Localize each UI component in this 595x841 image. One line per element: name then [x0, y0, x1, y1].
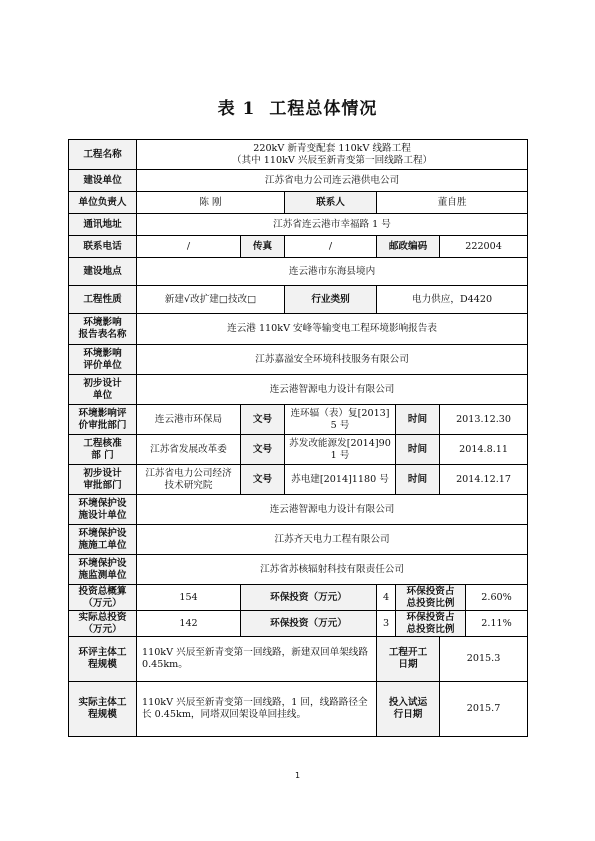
- start-date-value: 2015.3: [440, 637, 528, 682]
- prelim-design-value: 连云港智源电力设计有限公司: [137, 375, 528, 405]
- row-project-name: [69, 140, 528, 170]
- postcode-label: 邮政编码: [377, 236, 440, 258]
- design-approval-label-line1: 初步设计: [83, 467, 122, 479]
- title-prefix: 表 1: [217, 99, 256, 119]
- eia-approval-doc-no: 连环辐（表）复[2013]5 号: [285, 405, 396, 435]
- row-phone-fax-post: [69, 236, 528, 258]
- trial-date-label: [377, 682, 440, 737]
- design-approval-dept: [137, 465, 241, 495]
- postcode-value: 222004: [440, 236, 528, 258]
- start-date-label: [377, 637, 440, 682]
- eia-scale-label-line2: 程规模: [88, 659, 117, 670]
- eia-unit-label-line2: 评价单位: [83, 359, 122, 371]
- env-design-label-line1: 环境保护设: [78, 497, 127, 509]
- env-construction-value: 江苏齐天电力工程有限公司: [137, 525, 528, 555]
- nature-label: 工程性质: [69, 286, 137, 314]
- row-actual: [69, 611, 528, 637]
- site-value: 连云港市东海县境内: [137, 258, 528, 286]
- budget-label-line1: 投资总概算: [78, 585, 127, 597]
- project-approval-label-line2: 部 门: [91, 449, 114, 461]
- row-eia-scale: [69, 637, 528, 682]
- start-date-label-line2: 日期: [398, 659, 418, 670]
- project-approval-doc-no: 苏发改能源发[2014]901 号: [285, 435, 396, 465]
- design-approval-label-line2: 审批部门: [83, 479, 122, 491]
- eia-unit-label-line1: 环境影响: [83, 347, 122, 359]
- budget-label-line2: （万元）: [83, 597, 122, 609]
- document-title: [0, 94, 595, 119]
- actual-scale-label-line2: 程规模: [88, 709, 117, 720]
- row-env-design-unit: [69, 495, 528, 525]
- eia-scale-label: [69, 637, 137, 682]
- eia-approval-time-label: 时间: [396, 405, 440, 435]
- trial-date-label-line2: 行日期: [393, 709, 423, 720]
- row-eia-report: [69, 314, 528, 345]
- eia-report-label-line2: 报告表名称: [78, 329, 127, 340]
- title-text: 工程总体情况: [269, 99, 378, 119]
- actual-env-value: 3: [377, 611, 396, 637]
- budget-ratio-label-line2: 总投资比例: [406, 597, 455, 609]
- row-budget: [69, 585, 528, 611]
- budget-ratio-label: [396, 585, 466, 611]
- eia-approval-label-line1: 环境影响评: [78, 407, 127, 419]
- design-approval-dept-line1: 江苏省电力公司经济: [145, 467, 232, 479]
- eia-unit-value: 江苏嘉溢安全环境科技服务有限公司: [137, 345, 528, 375]
- env-construction-label-line1: 环境保护设: [78, 527, 127, 539]
- budget-label: [69, 585, 137, 611]
- env-design-label: [69, 495, 137, 525]
- eia-scale-text: 110kV 兴辰至新青变第一回线路，新建双回单架线路 0.45km。: [137, 637, 377, 682]
- row-eia-unit: [69, 345, 528, 375]
- row-actual-scale: [69, 682, 528, 737]
- fax-value: /: [285, 236, 377, 258]
- project-overview-table: [68, 139, 528, 737]
- unit-leader-label: 单位负责人: [69, 192, 137, 214]
- project-name-line2: （其中 110kV 兴辰至新青变第一回线路工程）: [231, 154, 433, 166]
- eia-approval-dept: 连云港市环保局: [137, 405, 241, 435]
- eia-approval-time: 2013.12.30: [440, 405, 528, 435]
- project-approval-label: [69, 435, 137, 465]
- row-project-approval: [69, 435, 528, 465]
- budget-env-value: 4: [377, 585, 396, 611]
- actual-ratio-value: 2.11%: [466, 611, 528, 637]
- design-approval-dept-line2: 技术研究院: [164, 479, 213, 491]
- actual-ratio-label-line2: 总投资比例: [406, 623, 455, 635]
- env-construction-label: [69, 525, 137, 555]
- address-value: 江苏省连云港市幸福路 1 号: [137, 214, 528, 236]
- unit-leader-value: 陈 刚: [137, 192, 285, 214]
- site-label: 建设地点: [69, 258, 137, 286]
- eia-report-label: [69, 314, 137, 345]
- row-nature-industry: [69, 286, 528, 314]
- prelim-design-label-line1: 初步设计: [83, 377, 122, 389]
- row-construction-unit: [69, 170, 528, 192]
- contact-label: 联系人: [285, 192, 377, 214]
- eia-approval-label: [69, 405, 137, 435]
- design-approval-label: [69, 465, 137, 495]
- budget-ratio-value: 2.60%: [466, 585, 528, 611]
- budget-ratio-label-line1: 环保投资占: [406, 585, 455, 597]
- actual-scale-label: [69, 682, 137, 737]
- actual-ratio-label-line1: 环保投资占: [406, 611, 455, 623]
- eia-report-label-line1: 环境影响: [83, 317, 122, 328]
- project-approval-dept: 江苏省发展改革委: [137, 435, 241, 465]
- row-env-construction-unit: [69, 525, 528, 555]
- env-monitor-value: 江苏省苏核辐射科技有限责任公司: [137, 555, 528, 585]
- address-label: 通讯地址: [69, 214, 137, 236]
- project-approval-doc-label: 文号: [241, 435, 285, 465]
- project-approval-time-label: 时间: [396, 435, 440, 465]
- eia-approval-doc-label: 文号: [241, 405, 285, 435]
- actual-ratio-label: [396, 611, 466, 637]
- actual-label-line1: 实际总投资: [78, 611, 127, 623]
- start-date-label-line1: 工程开工: [388, 647, 428, 658]
- row-design-approval: [69, 465, 528, 495]
- row-address: [69, 214, 528, 236]
- budget-env-label: 环保投资（万元）: [241, 585, 377, 611]
- phone-value: /: [137, 236, 241, 258]
- row-leader-contact: [69, 192, 528, 214]
- fax-label: 传真: [241, 236, 285, 258]
- project-name-label: 工程名称: [69, 140, 137, 170]
- budget-value: 154: [137, 585, 241, 611]
- design-approval-time: 2014.12.17: [440, 465, 528, 495]
- actual-value: 142: [137, 611, 241, 637]
- row-eia-approval: [69, 405, 528, 435]
- env-construction-label-line2: 施施工单位: [78, 539, 127, 551]
- eia-scale-label-line1: 环评主体工: [78, 647, 127, 658]
- prelim-design-label-line2: 单位: [92, 389, 113, 401]
- page-number: 1: [294, 771, 301, 780]
- eia-approval-label-line2: 价审批部门: [78, 419, 127, 431]
- actual-scale-label-line1: 实际主体工: [78, 697, 127, 708]
- actual-scale-text: 110kV 兴辰至新青变第一回线路，1 回，线路路径全长 0.45km，同塔双回架设单回挂线。: [137, 682, 377, 737]
- actual-label: [69, 611, 137, 637]
- eia-report-value: 连云港 110kV 安峰等输变电工程环境影响报告表: [137, 314, 528, 345]
- industry-value: 电力供应，D4420: [377, 286, 528, 314]
- contact-value: 董自胜: [377, 192, 528, 214]
- env-monitor-label: [69, 555, 137, 585]
- phone-label: 联系电话: [69, 236, 137, 258]
- project-name-value: [137, 140, 528, 170]
- env-monitor-label-line1: 环境保护设: [78, 557, 127, 569]
- env-monitor-label-line2: 施监测单位: [78, 569, 127, 581]
- actual-env-label: 环保投资（万元）: [241, 611, 377, 637]
- design-approval-time-label: 时间: [396, 465, 440, 495]
- design-approval-doc-no: 苏电建[2014]1180 号: [285, 465, 396, 495]
- actual-label-line2: （万元）: [83, 623, 122, 635]
- project-name-line1: 220kV 新青变配套 110kV 线路工程: [253, 142, 411, 154]
- row-env-monitor-unit: [69, 555, 528, 585]
- construction-unit-value: 江苏省电力公司连云港供电公司: [137, 170, 528, 192]
- row-prelim-design-unit: [69, 375, 528, 405]
- trial-date-label-line1: 投入试运: [388, 697, 428, 708]
- design-approval-doc-label: 文号: [241, 465, 285, 495]
- construction-unit-label: 建设单位: [69, 170, 137, 192]
- industry-label: 行业类别: [285, 286, 377, 314]
- row-site: [69, 258, 528, 286]
- eia-unit-label: [69, 345, 137, 375]
- env-design-value: 连云港智源电力设计有限公司: [137, 495, 528, 525]
- project-approval-time: 2014.8.11: [440, 435, 528, 465]
- prelim-design-label: [69, 375, 137, 405]
- project-approval-label-line1: 工程核准: [83, 437, 122, 449]
- nature-value: 新建√改扩建□技改□: [137, 286, 285, 314]
- trial-date-value: 2015.7: [440, 682, 528, 737]
- env-design-label-line2: 施设计单位: [78, 509, 127, 521]
